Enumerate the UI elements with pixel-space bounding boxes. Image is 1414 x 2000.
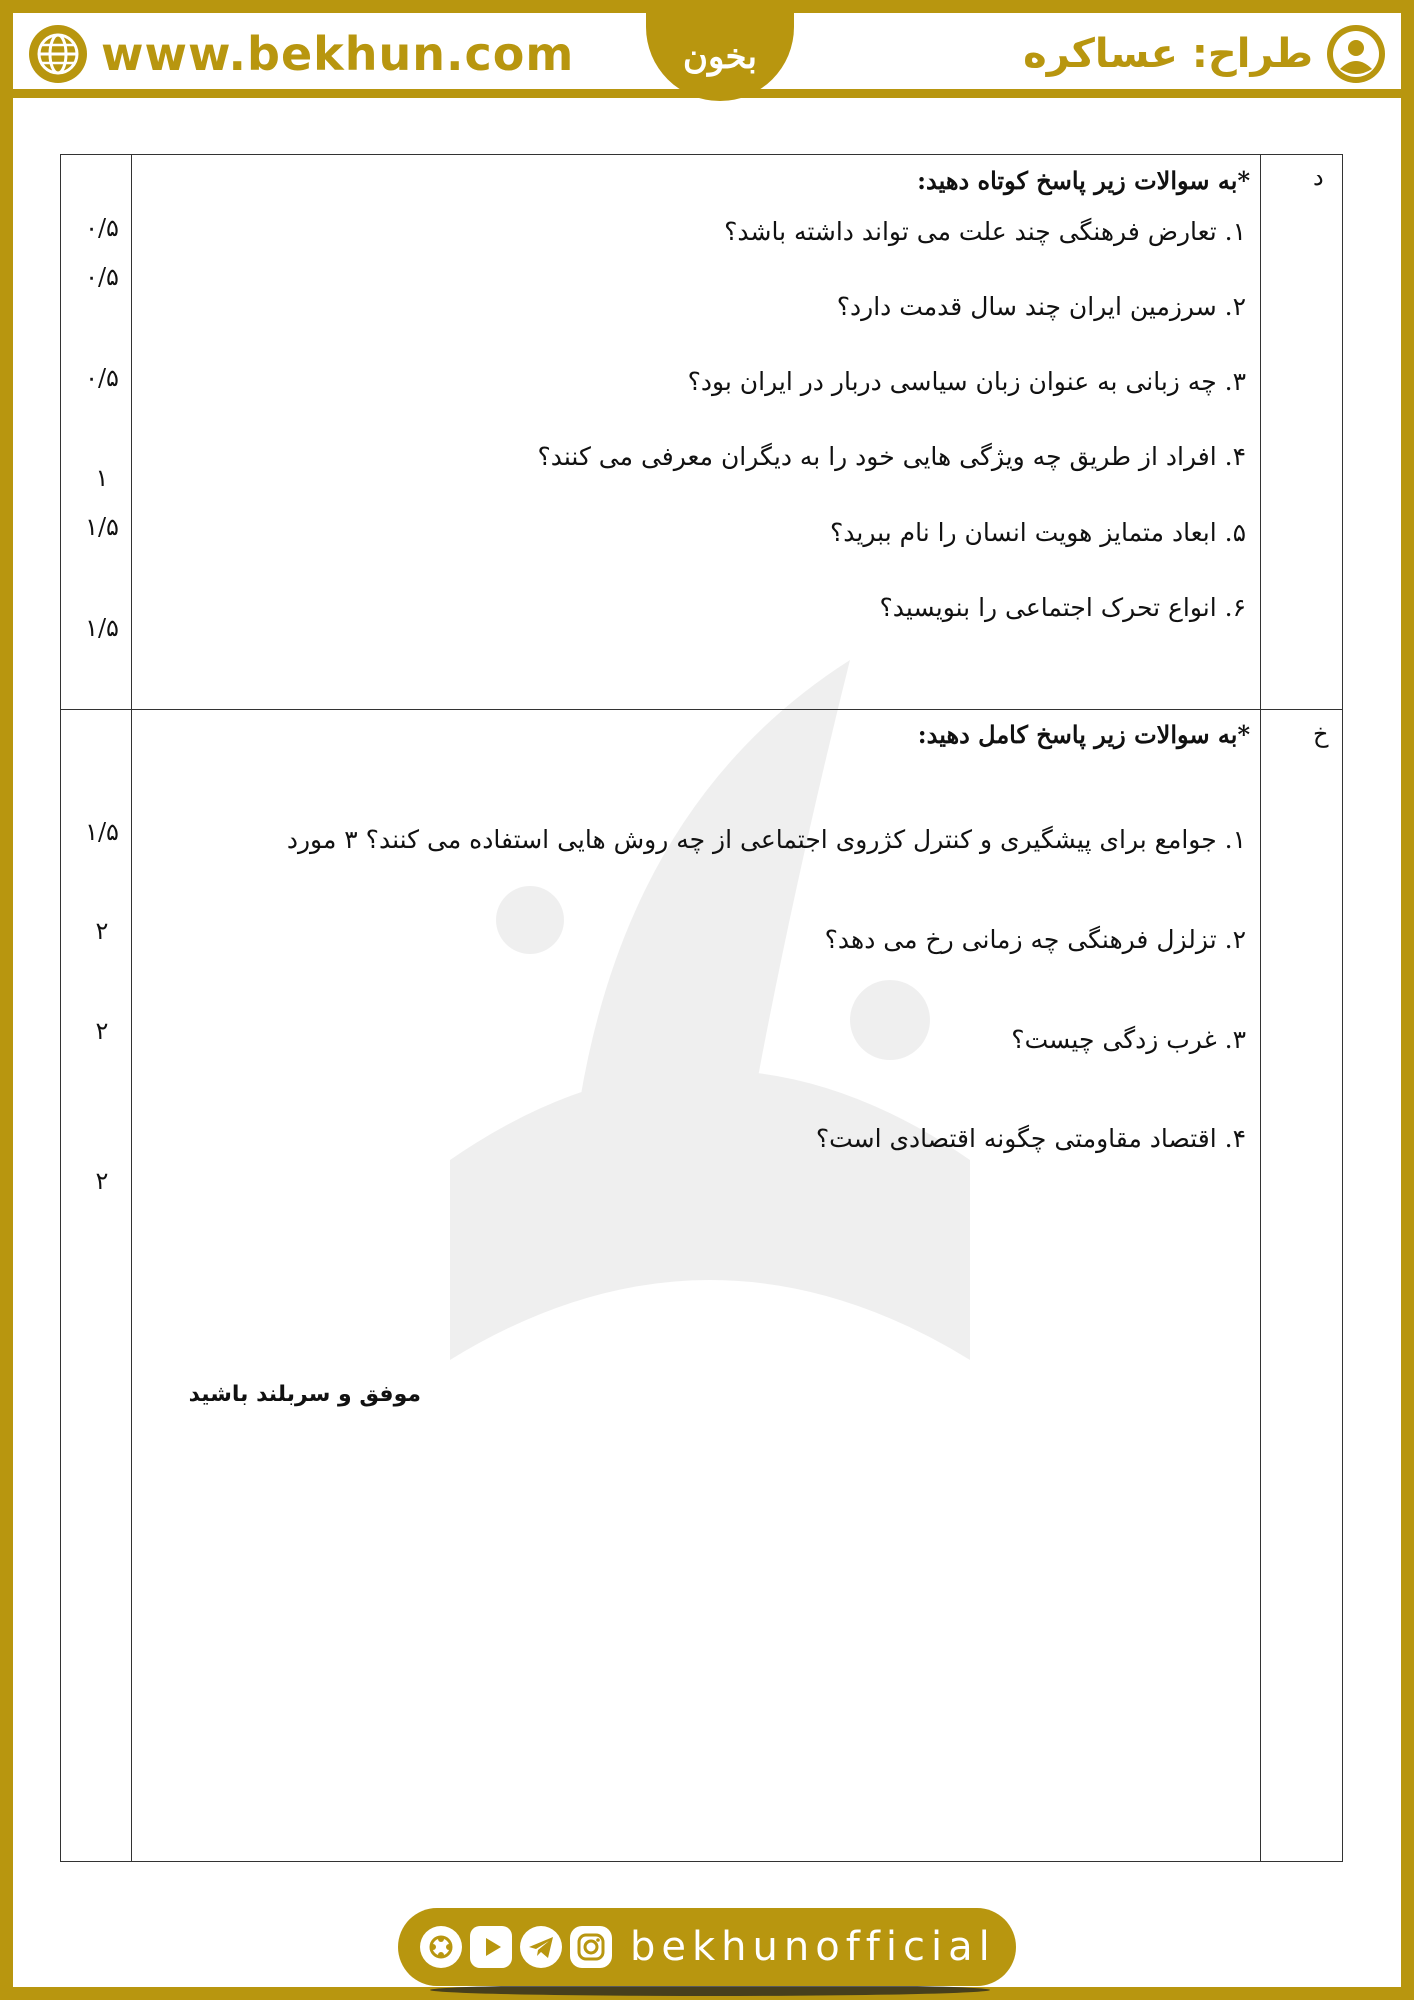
- website-text[interactable]: www.bekhun.com: [101, 27, 575, 81]
- designer-credit: [1023, 23, 1387, 85]
- score-value: ۱/۵: [85, 818, 119, 846]
- website-link[interactable]: [27, 23, 574, 85]
- question-item: ۴. اقتصاد مقاومتی چگونه اقتصادی است؟: [815, 1124, 1246, 1153]
- telegram-icon[interactable]: [520, 1926, 562, 1968]
- score-value: ۰/۵: [85, 214, 119, 242]
- score-value: ۱/۵: [85, 614, 119, 642]
- globe-icon: [27, 23, 89, 85]
- section-heading: *به سوالات زیر پاسخ کامل دهید:: [917, 720, 1250, 749]
- closing-message: موفق و سربلند باشید: [188, 1382, 421, 1407]
- header-bar: [13, 13, 1401, 98]
- instagram-icon[interactable]: [570, 1926, 612, 1968]
- question-item: ۳. چه زبانی به عنوان زبان سیاسی دربار در ایران بود؟: [687, 367, 1246, 396]
- brand-logo: [646, 13, 794, 101]
- letter-column-divider: [1260, 155, 1261, 1861]
- score-value: ۱/۵: [85, 513, 119, 541]
- youtube-icon[interactable]: [470, 1926, 512, 1968]
- question-item: ۱. جوامع برای پیشگیری و کنترل کژروی اجتماعی از چه روش هایی استفاده می کنند؟ ۳ مورد: [286, 825, 1246, 854]
- question-item: ۴. افراد از طریق چه ویژگی هایی خود را به دیگران معرفی می کنند؟: [537, 442, 1246, 471]
- social-links: [420, 1926, 620, 1968]
- footer-bar: [398, 1908, 1016, 1986]
- section-letter: د: [1313, 163, 1324, 191]
- question-item: ۲. سرزمین ایران چند سال قدمت دارد؟: [836, 292, 1246, 321]
- user-icon: [1325, 23, 1387, 85]
- exam-table: [60, 154, 1343, 1862]
- score-value: ۰/۵: [85, 364, 119, 392]
- section-heading: *به سوالات زیر پاسخ کوتاه دهید:: [917, 166, 1250, 195]
- social-handle[interactable]: bekhunofficial: [630, 1924, 996, 1970]
- score-value: ۲: [95, 1017, 109, 1045]
- question-item: ۲. تزلزل فرهنگی چه زمانی رخ می دهد؟: [824, 925, 1246, 954]
- section-letter: خ: [1313, 720, 1329, 748]
- aparat-icon[interactable]: [420, 1926, 462, 1968]
- question-item: ۱. تعارض فرهنگی چند علت می تواند داشته باشد؟: [724, 217, 1246, 246]
- logo-text: بخون: [683, 37, 757, 77]
- score-value: ۱: [95, 464, 109, 492]
- designer-name: طراح: عساکره: [1023, 31, 1313, 77]
- score-value: ۲: [95, 1167, 109, 1195]
- score-value: ۲: [95, 917, 109, 945]
- question-item: ۶. انواع تحرک اجتماعی را بنویسید؟: [879, 593, 1246, 622]
- question-item: ۳. غرب زدگی چیست؟: [1011, 1025, 1246, 1054]
- question-item: ۵. ابعاد متمایز هویت انسان را نام ببرید؟: [830, 518, 1246, 547]
- score-value: ۰/۵: [85, 263, 119, 291]
- section-divider: [61, 709, 1342, 710]
- score-column-divider: [131, 155, 132, 1861]
